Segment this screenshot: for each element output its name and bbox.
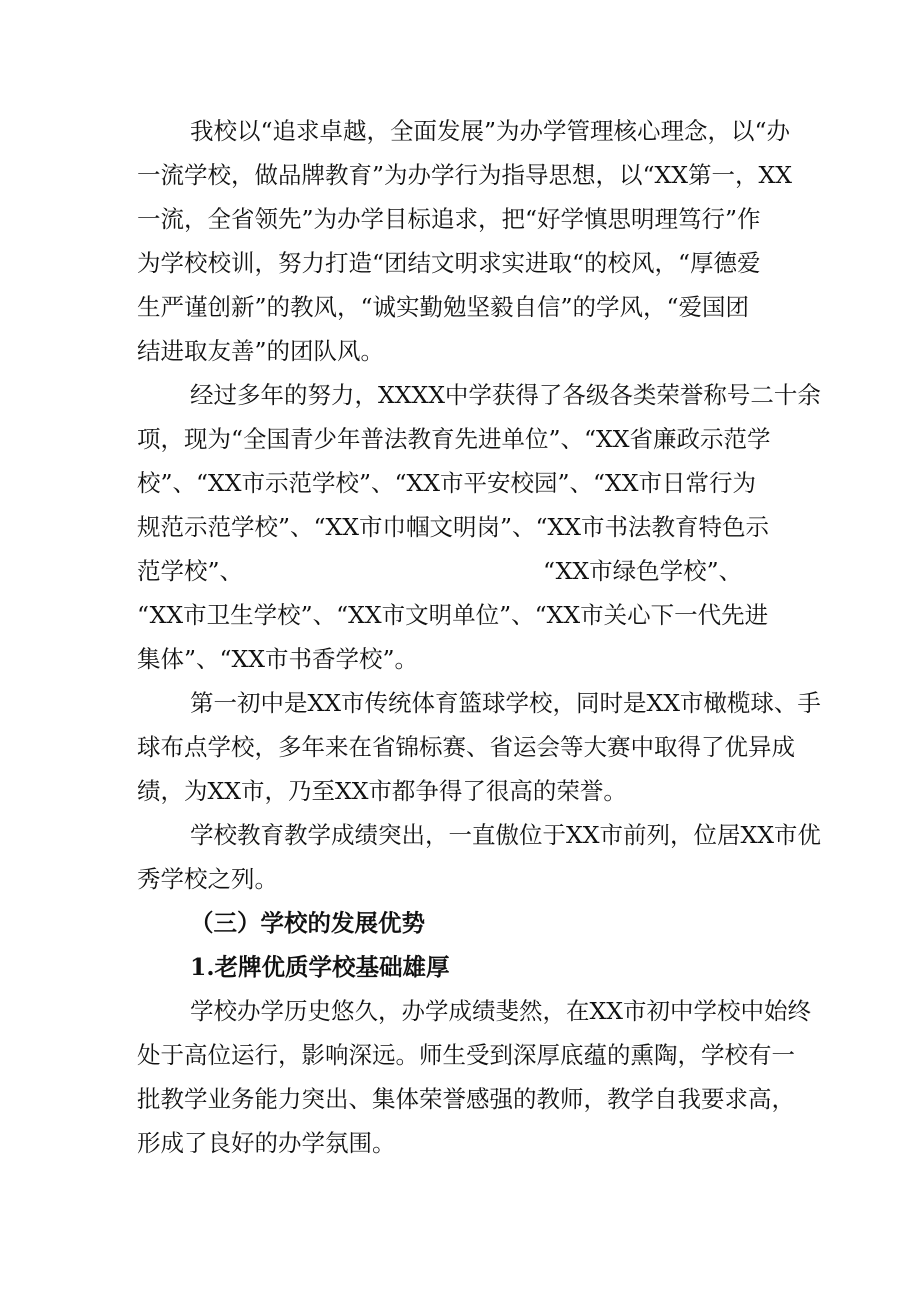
paragraph-2-line-4: 规范示范学校”、“XX市巾帼文明岗”、“XX市书法教育特色示 — [137, 513, 769, 541]
paragraph-2-line-2: 项，现为“全国青少年普法教育先进单位”、“XX省廉政示范学 — [137, 425, 771, 453]
paragraph-2-line-7: 集体”、“XX市书香学校”。 — [137, 645, 419, 673]
paragraph-1-line-2: 一流学校，做品牌教育”为办学行为指导思想，以“XX第一，XX — [137, 161, 792, 189]
paragraph-2-line-1: 经过多年的努力，XXXX中学获得了各级各类荣誉称号二十余 — [190, 381, 821, 409]
paragraph-3-line-1: 第一初中是XX市传统体育篮球学校，同时是XX市橄榄球、手 — [190, 689, 821, 717]
section-heading: （三）学校的发展优势 — [190, 909, 425, 937]
paragraph-4-line-2: 秀学校之列。 — [137, 865, 278, 893]
paragraph-3-line-2: 球布点学校，多年来在省锦标赛、省运会等大赛中取得了优异成 — [137, 733, 795, 761]
paragraph-2-line-3: 校”、“XX市示范学校”、“XX市平安校园”、“XX市日常行为 — [137, 469, 756, 497]
paragraph-1-line-5: 生严谨创新”的教风，“诚实勤勉坚毅自信”的学风，“爱国团 — [137, 293, 750, 321]
paragraph-2-line-5-tail: “XX市绿色学校”、 — [543, 557, 743, 585]
paragraph-2-line-5: 范学校”、 — [137, 557, 244, 585]
paragraph-1-line-4: 为学校校训，努力打造“团结文明求实进取“的校风，“厚德爱 — [137, 249, 761, 277]
paragraph-5-line-2: 处于高位运行，影响深远。师生受到深厚底蕴的熏陶，学校有一 — [137, 1041, 795, 1069]
paragraph-5-line-4: 形成了良好的办学氛围。 — [137, 1129, 396, 1157]
paragraph-4-line-1: 学校教育教学成绩突出，一直傲位于XX市前列，位居XX市优 — [190, 821, 821, 849]
paragraph-3-line-3: 绩，为XX市，乃至XX市都争得了很高的荣誉。 — [137, 777, 627, 805]
paragraph-1-line-6: 结进取友善”的团队风。 — [137, 337, 385, 365]
paragraph-1-line-3: 一流，全省领先”为办学目标追求，把“好学慎思明理笃行”作 — [137, 205, 761, 233]
paragraph-2-line-6: “XX市卫生学校”、“XX市文明单位”、“XX市关心下一代先进 — [137, 601, 769, 629]
paragraph-5-line-3: 批教学业务能力突出、集体荣誉感强的教师，教学自我要求高， — [137, 1085, 795, 1113]
paragraph-5-line-1: 学校办学历史悠久，办学成绩斐然，在XX市初中学校中始终 — [190, 997, 811, 1025]
paragraph-1-line-1: 我校以“追求卓越，全面发展”为办学管理核心理念，以“办 — [190, 117, 791, 145]
subsection-heading: 1.老牌优质学校基础雄厚 — [190, 953, 450, 981]
